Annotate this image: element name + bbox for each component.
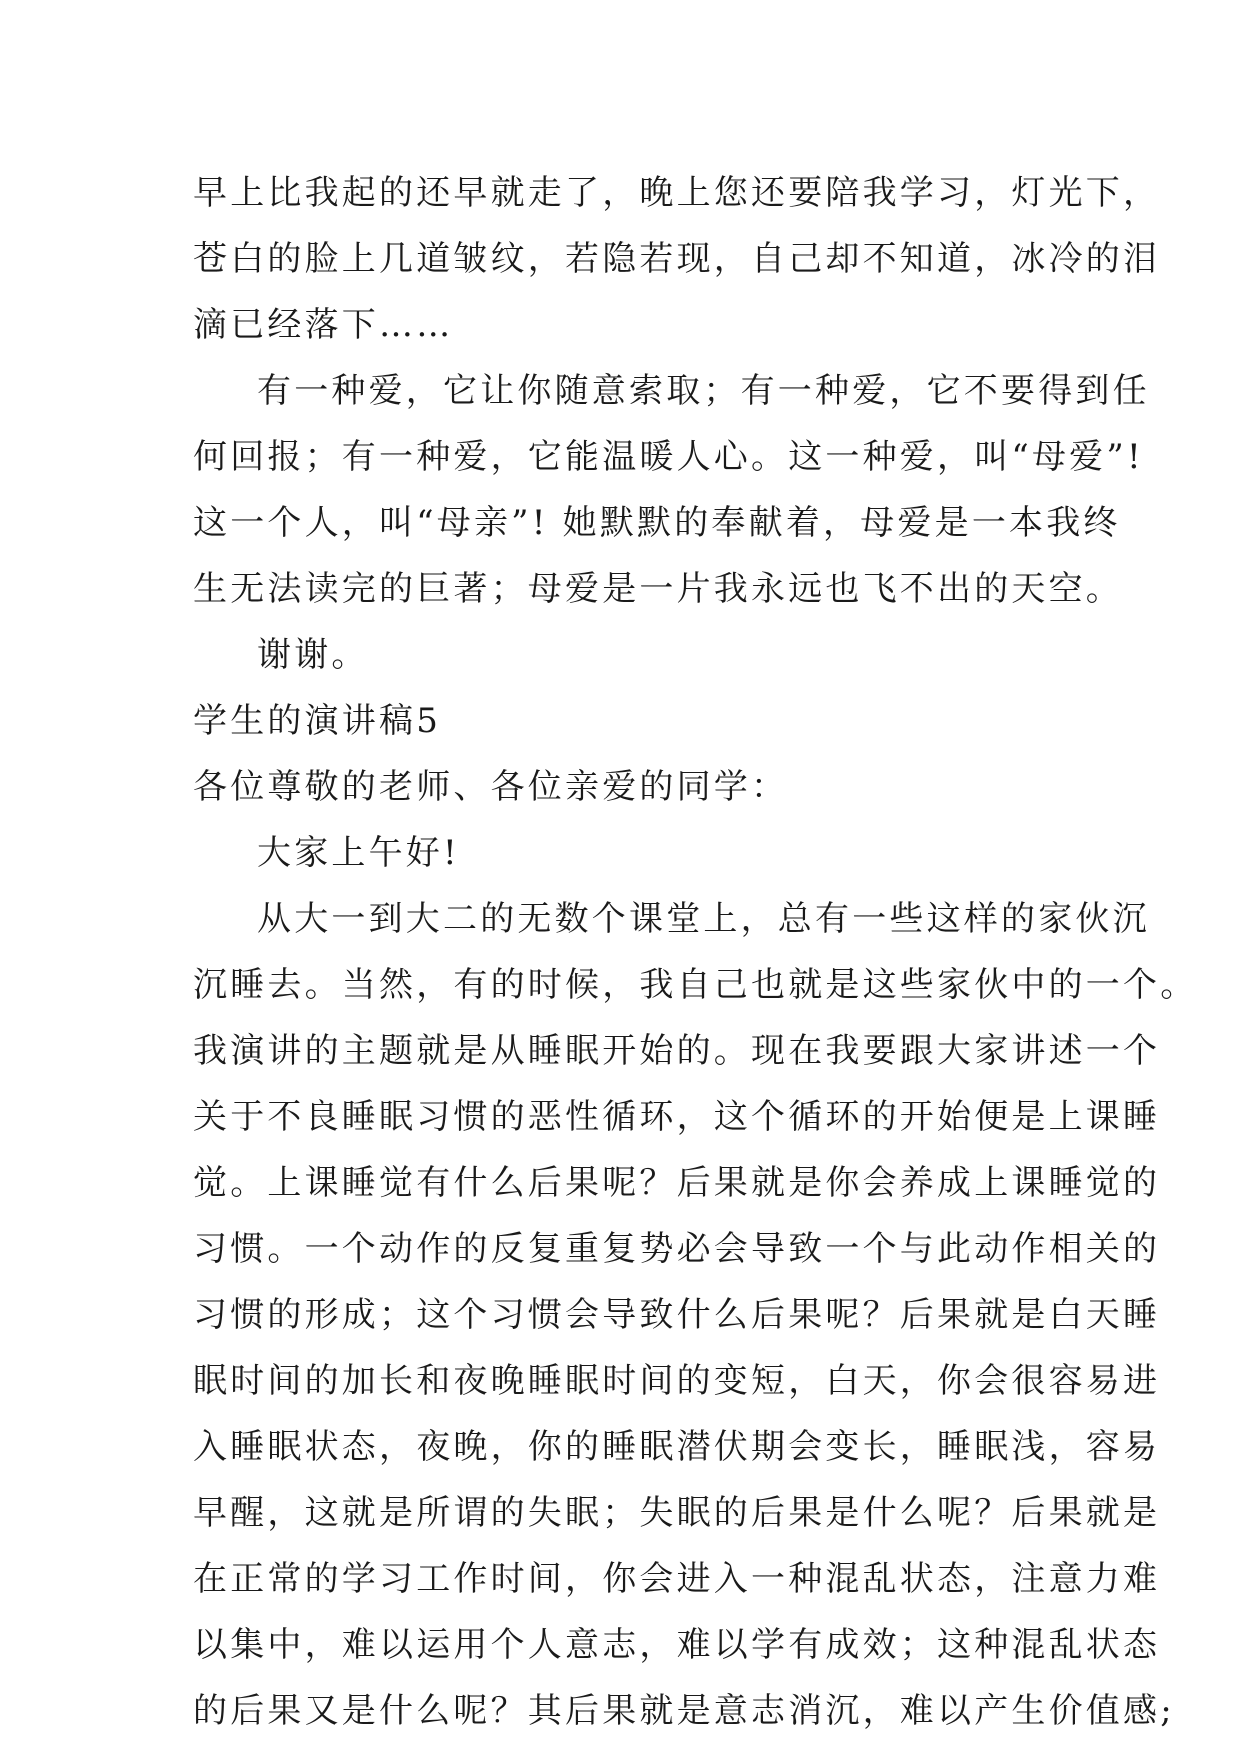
text-line: 从大一到大二的无数个课堂上，总有一些这样的家伙沉 bbox=[257, 899, 1150, 939]
text-line: 沉睡去。当然，有的时候，我自己也就是这些家伙中的一个。 bbox=[193, 965, 1198, 1005]
text-line: 的后果又是什么呢？其后果就是意志消沉，难以产生价值感; bbox=[193, 1691, 1175, 1731]
text-line: 滴已经落下…… bbox=[193, 305, 454, 345]
text-line: 早醒，这就是所谓的失眠；失眠的后果是什么呢？后果就是 bbox=[193, 1493, 1161, 1533]
text-line: 苍白的脸上几道皱纹，若隐若现，自己却不知道，冰冷的泪 bbox=[193, 239, 1161, 279]
text-line: 眠时间的加长和夜晚睡眠时间的变短，白天，你会很容易进 bbox=[193, 1361, 1161, 1401]
text-line: 觉。上课睡觉有什么后果呢？后果就是你会养成上课睡觉的 bbox=[193, 1163, 1161, 1203]
text-line: 谢谢。 bbox=[257, 635, 369, 675]
text-line: 在正常的学习工作时间，你会进入一种混乱状态，注意力难 bbox=[193, 1559, 1161, 1599]
document-body bbox=[193, 160, 1198, 1744]
text-line: 早上比我起的还早就走了，晚上您还要陪我学习，灯光下， bbox=[193, 173, 1161, 213]
text-line: 何回报；有一种爱，它能温暖人心。这一种爱，叫“母爱”! bbox=[193, 437, 1144, 477]
salutation: 各位尊敬的老师、各位亲爱的同学： bbox=[193, 767, 789, 807]
text-line: 入睡眠状态，夜晚，你的睡眠潜伏期会变长，睡眠浅，容易 bbox=[193, 1427, 1161, 1467]
text-line: 有一种爱，它让你随意索取；有一种爱，它不要得到任 bbox=[257, 371, 1150, 411]
text-line: 习惯。一个动作的反复重复势必会导致一个与此动作相关的 bbox=[193, 1229, 1161, 1269]
text-line: 以集中，难以运用个人意志，难以学有成效；这种混乱状态 bbox=[193, 1625, 1161, 1665]
text-line: 关于不良睡眠习惯的恶性循环，这个循环的开始便是上课睡 bbox=[193, 1097, 1161, 1137]
greeting: 大家上午好! bbox=[257, 833, 460, 873]
text-line: 我演讲的主题就是从睡眠开始的。现在我要跟大家讲述一个 bbox=[193, 1031, 1161, 1071]
text-line: 生无法读完的巨著；母爱是一片我永远也飞不出的天空。 bbox=[193, 569, 1123, 609]
text-line: 习惯的形成；这个习惯会导致什么后果呢？后果就是白天睡 bbox=[193, 1295, 1161, 1335]
text-line: 这一个人，叫“母亲”! 她默默的奉献着，母爱是一本我终 bbox=[193, 503, 1121, 543]
section-heading: 学生的演讲稿5 bbox=[193, 701, 442, 741]
